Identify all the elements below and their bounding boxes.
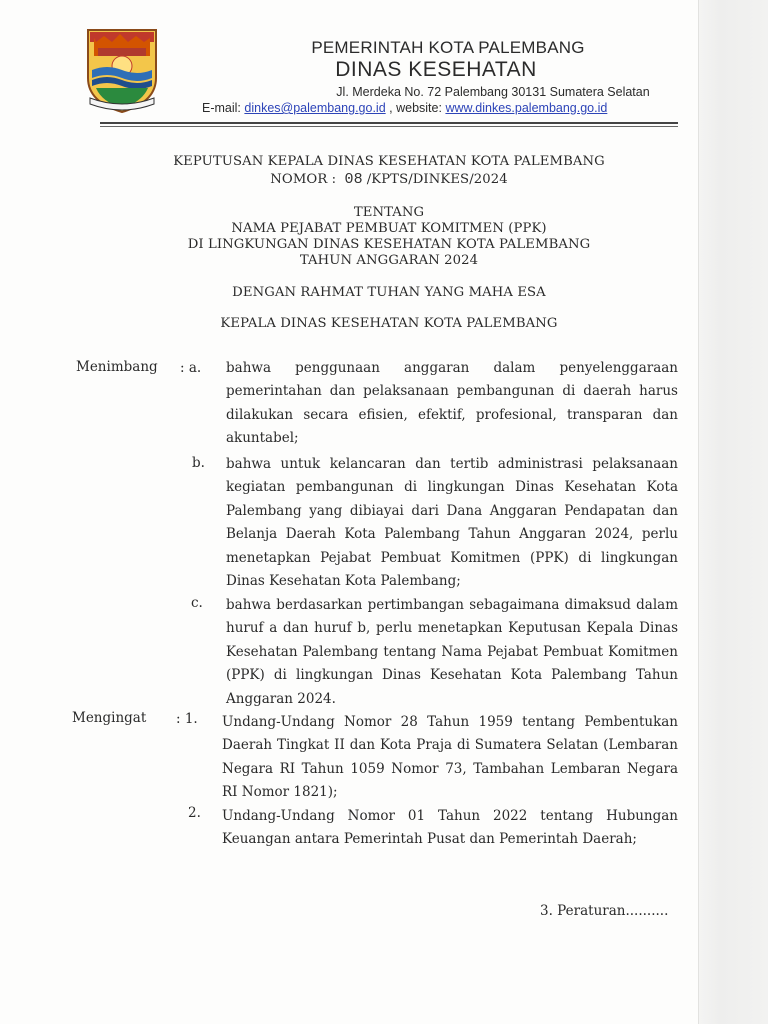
menimbang-item-b: bahwa untuk kelancaran dan tertib administrasi pelaksanaan kegiatan pembangunan di lingkungan Dinas Kesehatan Kota Palembang yang dibiayai dari Dana Anggaran Pendapatan dan Belanja Daerah Kota Palembang Tahun Anggaran 2024, perlu menetapkan Pejabat Pembuat Komitmen (PPK) di lingkungan Dinas Kesehatan Kota Palembang; (226, 456, 678, 590)
decree-subject-line1: NAMA PEJABAT PEMBUAT KOMITMEN (PPK) (231, 221, 547, 236)
decree-subject-line2: DI LINGKUNGAN DINAS KESEHATAN KOTA PALEMBANG (187, 237, 591, 252)
letterhead-government: PEMERINTAH KOTA PALEMBANG (311, 38, 585, 57)
menimbang-mark-a: : a. (180, 360, 202, 376)
menimbang-mark-c: c. (191, 595, 203, 611)
letterhead (200, 38, 670, 116)
decree-title: KEPUTUSAN KEPALA DINAS KESEHATAN KOTA PALEMBANG (173, 154, 605, 169)
mengingat-mark-1: : 1. (176, 711, 198, 727)
email-label: E-mail: (202, 101, 241, 115)
mengingat-mark-2: 2. (188, 805, 201, 821)
city-emblem-logo (82, 16, 162, 116)
letterhead-divider-thin (100, 126, 678, 127)
mengingat-item-1: Undang-Undang Nomor 28 Tahun 1959 tentang Pembentukan Daerah Tingkat II dan Kota Praja di Sumatera Selatan (Lembaran Negara RI Tahun 1059 Nomor 73, Tambahan Lembaran Negara RI Nomor 1821); (222, 714, 678, 801)
mengingat-item-2: Undang-Undang Nomor 01 Tahun 2022 tentang Hubungan Keuangan antara Pemerintah Pusat dan Pemerintah Daerah; (222, 808, 678, 848)
decree-blessing: DENGAN RAHMAT TUHAN YANG MAHA ESA (232, 285, 546, 300)
decree-number (100, 172, 678, 188)
letterhead-divider-thick (100, 122, 678, 124)
menimbang-mark-b: b. (192, 455, 205, 471)
decree-number-suffix: /KPTS/DINKES/2024 (366, 172, 508, 187)
continuation-marker: 3. Peraturan.......... (540, 903, 669, 919)
decree-number-label: NOMOR : (270, 172, 337, 187)
menimbang-item-a: bahwa penggunaan anggaran dalam penyelenggaraan pemerintahan dan pelaksanaan pembangunan di daerah harus dilakukan secara efisien, efektif, profesional, transparan dan akuntabel; (226, 360, 678, 447)
page-edge-shadow (698, 0, 768, 1024)
menimbang-item-c: bahwa berdasarkan pertimbangan sebagaimana dimaksud dalam huruf a dan huruf b, perlu menetapkan Keputusan Kepala Dinas Kesehatan Palembang tentang Nama Pejabat Pembuat Komitmen (PPK) di lingkungan Dinas Kesehatan Kota Palembang Tahun Anggaran 2024. (226, 597, 678, 707)
letterhead-contact (200, 100, 670, 116)
decree-subject-line3: TAHUN ANGGARAN 2024 (299, 253, 479, 268)
letterhead-agency: DINAS KESEHATAN (335, 58, 537, 81)
menimbang-label: Menimbang (76, 359, 158, 375)
website-label: , website: (389, 101, 442, 115)
letterhead-address: Jl. Merdeka No. 72 Palembang 30131 Sumatera Selatan (336, 85, 650, 99)
website-link[interactable]: www.dinkes.palembang.go.id (445, 101, 608, 115)
decree-issuer: KEPALA DINAS KESEHATAN KOTA PALEMBANG (220, 316, 558, 331)
mengingat-label: Mengingat (72, 710, 147, 726)
email-link[interactable]: dinkes@palembang.go.id (244, 101, 386, 115)
decree-tentang: TENTANG (353, 205, 425, 220)
decree-number-value: 08 (344, 171, 363, 188)
